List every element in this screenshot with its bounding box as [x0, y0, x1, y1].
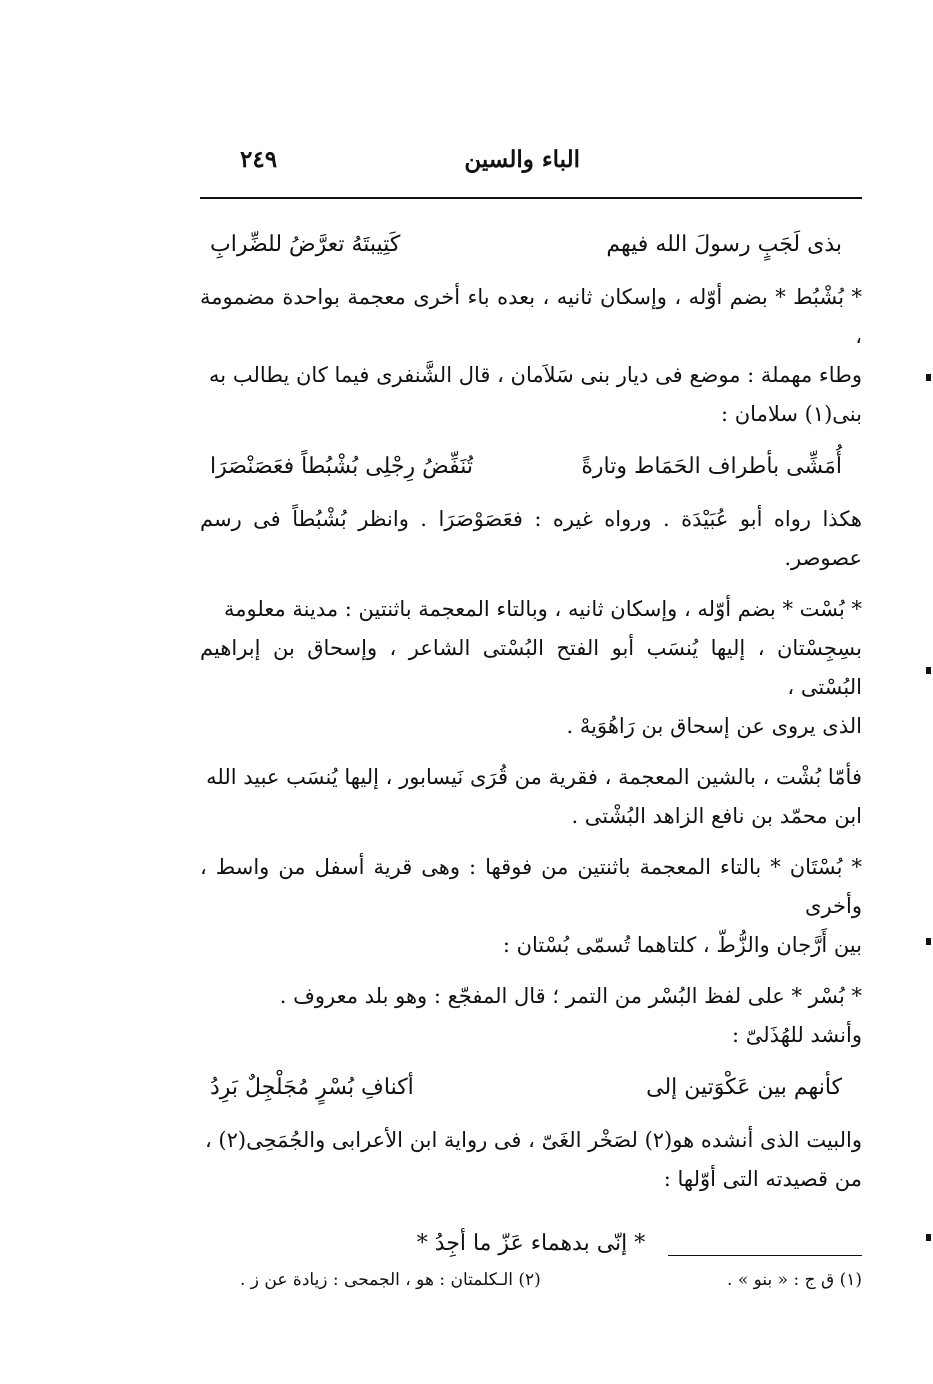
text-line: * بُشْبُط * بضم أوّله ، وإسكان ثانيه ، بعده باء أخرى معجمة بواحدة مضمومة ،: [200, 285, 862, 348]
text-line: من قصيدته التى أوّلها :: [663, 1167, 862, 1191]
text-line: ابن محمّد بن نافع الزاهد البُشْتى .: [571, 804, 862, 828]
text-line: بنى(١) سلامان :: [721, 402, 862, 426]
verse-second-hemistich: تُنَفِّضُ رِجْلِى بُشْبُطاً فعَصَنْصَرَا: [210, 454, 473, 479]
text-line: * بُسْر * على لفظ البُسْر من التمر ؛ قال المفجّع : وهو بلد معروف .: [279, 984, 862, 1008]
verse-first-hemistich: أُمَشِّى بأطراف الحَمَاط وتارةً: [581, 454, 842, 479]
margin-mark: [926, 1234, 931, 1241]
verse-line: [200, 222, 862, 268]
text-line: وطاء مهملة : موضع فى ديار بنى سَلاَمان ، قال الشَّنفرى فيما كان يطالب به: [209, 363, 862, 387]
text-line: * بُسْت * بضم أوّله ، وإسكان ثانيه ، وبالتاء المعجمة باثنتين : مدينة معلومة: [224, 597, 862, 621]
verse-line: [200, 1065, 862, 1111]
text-line: بسِجِسْتان ، إليها يُنسَب أبو الفتح البُسْتى الشاعر ، وإسحاق بن إبراهيم البُسْتى ،: [200, 636, 862, 699]
text-line: بين أَرَّجان والزُّطّ ، كلتاهما تُسمّى بُسْتان :: [502, 933, 862, 957]
page-body: [200, 212, 862, 1267]
footnote-rule: [668, 1255, 862, 1256]
footnote-1: (١) ق ج : « بنو » .: [727, 1270, 862, 1290]
margin-mark: [926, 938, 931, 945]
text-line: وأنشد للهُذَلىّ :: [732, 1023, 862, 1047]
verse-first-hemistich: كأنهم بين عَكْوَتين إلى: [646, 1075, 842, 1100]
text-line: فأمّا بُشْت ، بالشين المعجمة ، فقرية من قُرَى نَيسابور ، إليها يُنسَب عبيد الله: [206, 765, 862, 789]
footnotes: [240, 1266, 862, 1294]
verse-second-hemistich: أكنافِ بُسْرٍ مُجَلْجِلٌ بَرِدُ: [210, 1075, 414, 1100]
text-line: والبيت الذى أنشده هو(٢) لصَخْر الغَىّ ، فى رواية ابن الأعرابى والجُمَحِى(٢) ،: [204, 1128, 862, 1152]
verse-first-hemistich: بذى لَجَبٍ رسولَ الله فيهم: [606, 232, 842, 257]
text-line: الذى يروى عن إسحاق بن رَاهُوَيهْ .: [566, 714, 862, 738]
running-title: الباء والسين: [464, 146, 580, 173]
text-line: * بُسْتَان * بالتاء المعجمة باثنتين من فوقها : وهى قرية أسفل من واسط ، وأخرى: [200, 855, 862, 918]
page-header: [200, 140, 862, 190]
header-rule: [200, 197, 862, 199]
verse-line: [200, 444, 862, 490]
footnote-2: (٢) الـكلمتان : هو ، الجمحى : زيادة عن ز .: [240, 1270, 541, 1290]
page-number: ٢٤٩: [240, 146, 278, 173]
verse-second-hemistich: كَتِيبتَهُ تعرَّضُ للضِّرابِ: [210, 232, 401, 257]
text-line: هكذا رواه أبو عُبَيْدَة . ورواه غيره : فعَصَوْصَرَا . وانظر بُشْبُطاً فى رسم عصوصر.: [200, 507, 862, 570]
margin-mark: [926, 667, 931, 674]
verse-half-line: * إنّى بدهماء عَزّ ما أجِدُ *: [416, 1231, 646, 1256]
margin-mark: [926, 374, 931, 381]
